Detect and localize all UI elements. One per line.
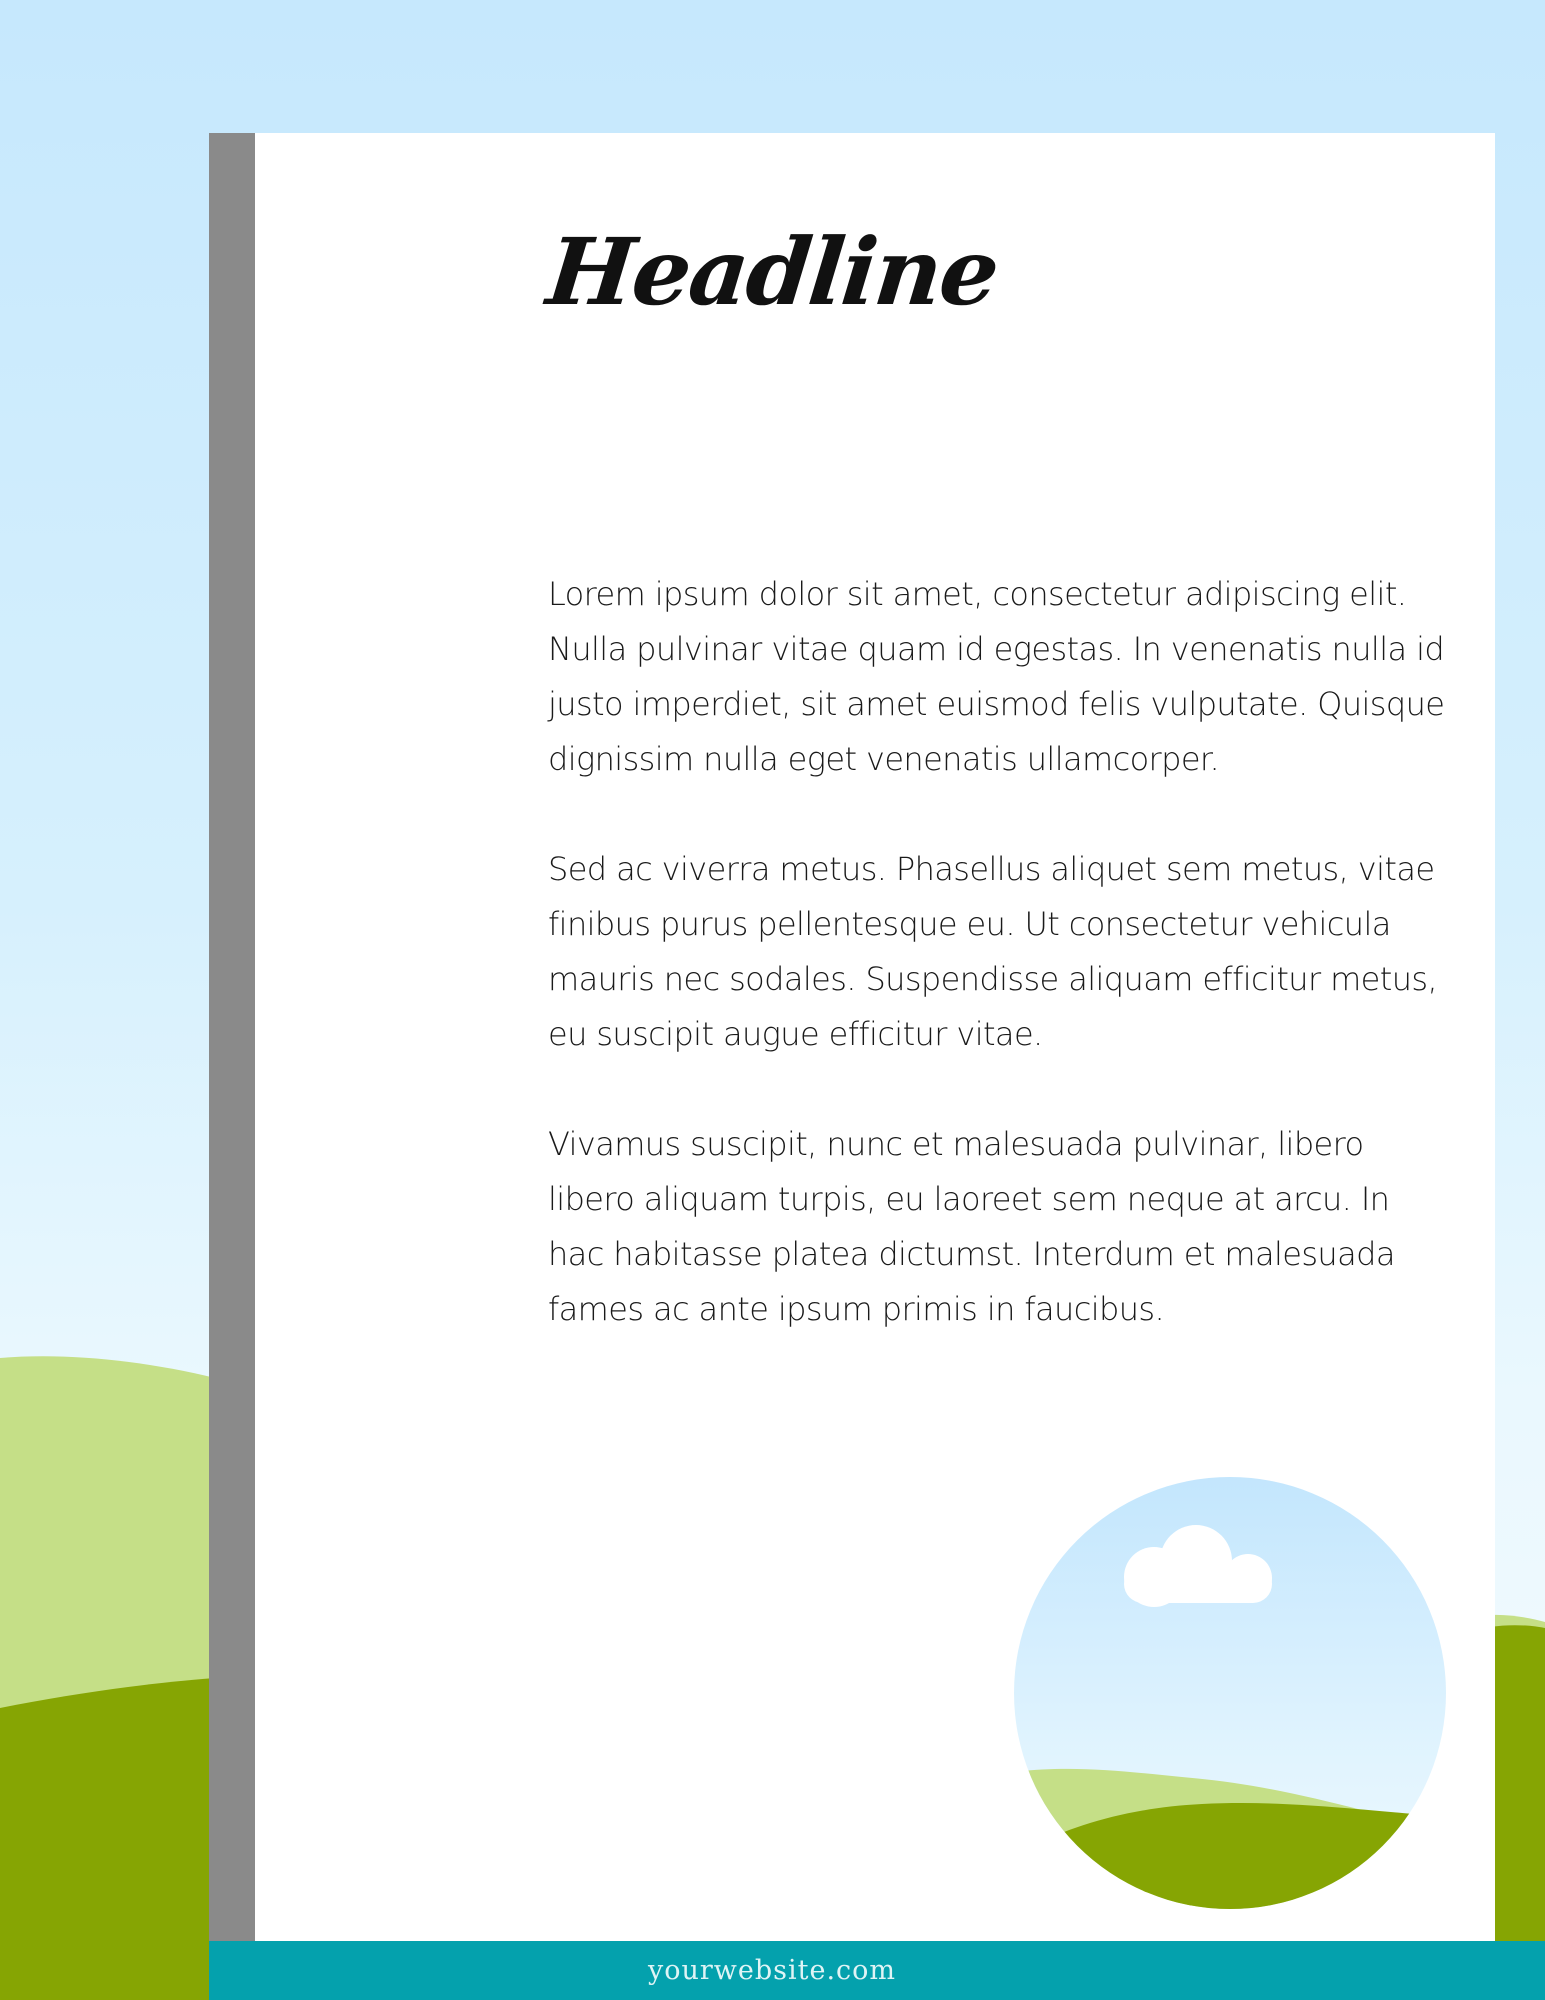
paragraph-2: Sed ac viverra metus. Phasellus aliquet sem metus, vitae finibus purus pellentesque eu. Ut consectetur vehicula mauris nec sodales. Suspendisse aliquam efficitur metus, eu suscipit augue efficitur vitae. <box>548 850 1438 1053</box>
headline: Headline <box>542 218 1003 326</box>
footer-website-link[interactable]: yourwebsite.com <box>647 1955 897 1986</box>
side-accent-bar <box>209 133 255 1941</box>
body-text <box>548 567 1448 1392</box>
paragraph-1: Lorem ipsum dolor sit amet, consectetur adipiscing elit. Nulla pulvinar vitae quam id egestas. In venenatis nulla id justo imperdiet, sit amet euismod felis vulputate. Quisque dignissim nulla eget venenatis ullamcorper. <box>548 575 1445 778</box>
paragraph-3: Vivamus suscipit, nunc et malesuada pulvinar, libero libero aliquam turpis, eu laoreet sem neque at arcu. In hac habitasse platea dictumst. Interdum et malesuada fames ac ante ipsum primis in faucibus. <box>548 1125 1395 1328</box>
landscape-illustration <box>1012 1475 1448 1911</box>
hill-dark-left <box>0 1678 215 2000</box>
